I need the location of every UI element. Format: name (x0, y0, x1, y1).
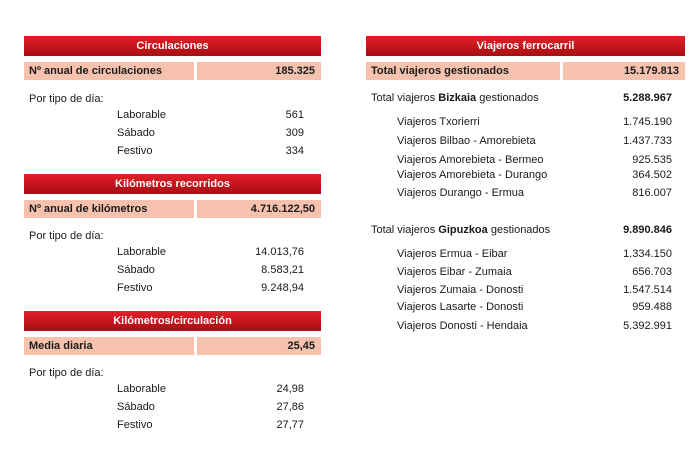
gipuzkoa-row-value: 959.488 (632, 301, 672, 313)
circulaciones-header: Circulaciones (24, 36, 321, 56)
viajeros-summary-row (366, 62, 685, 80)
gipuzkoa-total-value: 9.890.846 (623, 224, 672, 236)
gipuzkoa-row-label: Viajeros Ermua - Eibar (397, 248, 508, 260)
kilometros-header: Kilómetros recorridos (24, 174, 321, 194)
gipuzkoa-row-value: 1.547.514 (623, 284, 672, 296)
bizkaia-row-value: 925.535 (632, 154, 672, 166)
gipuzkoa-label-pre: Total viajeros (371, 224, 439, 236)
km-circulacion-festivo-label: Festivo (117, 419, 153, 431)
bizkaia-total-label (371, 90, 539, 106)
km-circulacion-sabado-value: 27,86 (276, 401, 304, 413)
bizkaia-region-name: Bizkaia (438, 92, 477, 104)
bizkaia-row-value: 364.502 (632, 169, 672, 181)
kilometros-sabado-label: Sábado (117, 264, 155, 276)
bizkaia-row-label: Viajeros Amorebieta - Bermeo (397, 154, 544, 166)
circulaciones-festivo-label: Festivo (117, 145, 153, 157)
bizkaia-label-post: gestionados (476, 92, 539, 104)
bizkaia-row-label: Viajeros Amorebieta - Durango (397, 169, 548, 181)
gipuzkoa-label-post: gestionados (487, 224, 551, 236)
kilometros-by-day-label: Por tipo de día: (29, 230, 104, 242)
gipuzkoa-total-label (371, 222, 550, 238)
kilometros-summary-row (24, 200, 321, 218)
circulaciones-laborable-value: 561 (285, 109, 304, 121)
circulaciones-summary-row (24, 62, 321, 80)
circulaciones-summary-label: Nº anual de circulaciones (24, 62, 194, 80)
gipuzkoa-row-label: Viajeros Donosti - Hendaia (397, 320, 528, 332)
kilometros-laborable-label: Laborable (117, 246, 166, 258)
km-circulacion-by-day-label: Por tipo de día: (29, 367, 104, 379)
km-circulacion-summary-row (24, 337, 321, 355)
gipuzkoa-row-label: Viajeros Zumaia - Donosti (397, 284, 524, 296)
gipuzkoa-row-value: 1.334.150 (623, 248, 672, 260)
km-circulacion-header: Kilómetros/circulación (24, 311, 321, 331)
circulaciones-by-day-label: Por tipo de día: (29, 93, 104, 105)
kilometros-summary-label: Nº anual de kilómetros (24, 200, 194, 218)
gipuzkoa-region-name: Gipuzkoa (438, 224, 488, 236)
circulaciones-sabado-label: Sábado (117, 127, 155, 139)
bizkaia-total-value: 5.288.967 (623, 92, 672, 104)
km-circulacion-summary-label: Media diaria (24, 337, 194, 355)
kilometros-sabado-value: 8.583,21 (261, 264, 304, 276)
km-circulacion-summary-value: 25,45 (197, 337, 321, 355)
bizkaia-row-value: 1.437.733 (623, 135, 672, 147)
circulaciones-laborable-label: Laborable (117, 109, 166, 121)
viajeros-header: Viajeros ferrocarril (366, 36, 685, 56)
circulaciones-festivo-value: 334 (285, 145, 304, 157)
km-circulacion-laborable-label: Laborable (117, 383, 166, 395)
bizkaia-row-label: Viajeros Txorierri (397, 116, 480, 128)
bizkaia-row-label: Viajeros Bilbao - Amorebieta (397, 135, 536, 147)
circulaciones-sabado-value: 309 (285, 127, 304, 139)
gipuzkoa-row-value: 5.392.991 (623, 320, 672, 332)
kilometros-summary-value: 4.716.122,50 (197, 200, 321, 218)
circulaciones-summary-value: 185.325 (197, 62, 321, 80)
bizkaia-label-pre: Total viajeros (371, 92, 439, 104)
bizkaia-row-value: 1.745.190 (623, 116, 672, 128)
km-circulacion-festivo-value: 27,77 (276, 419, 304, 431)
kilometros-laborable-value: 14.013,76 (255, 246, 304, 258)
gipuzkoa-row-label: Viajeros Eibar - Zumaia (397, 266, 512, 278)
km-circulacion-laborable-value: 24,98 (276, 383, 304, 395)
gipuzkoa-row-value: 656.703 (632, 266, 672, 278)
bizkaia-row-value: 816.007 (632, 187, 672, 199)
kilometros-festivo-value: 9.248,94 (261, 282, 304, 294)
viajeros-summary-label: Total viajeros gestionados (366, 62, 560, 80)
km-circulacion-sabado-label: Sábado (117, 401, 155, 413)
gipuzkoa-row-label: Viajeros Lasarte - Donosti (397, 301, 524, 313)
viajeros-summary-value: 15.179.813 (563, 62, 685, 80)
kilometros-festivo-label: Festivo (117, 282, 153, 294)
bizkaia-row-label: Viajeros Durango - Ermua (397, 187, 524, 199)
